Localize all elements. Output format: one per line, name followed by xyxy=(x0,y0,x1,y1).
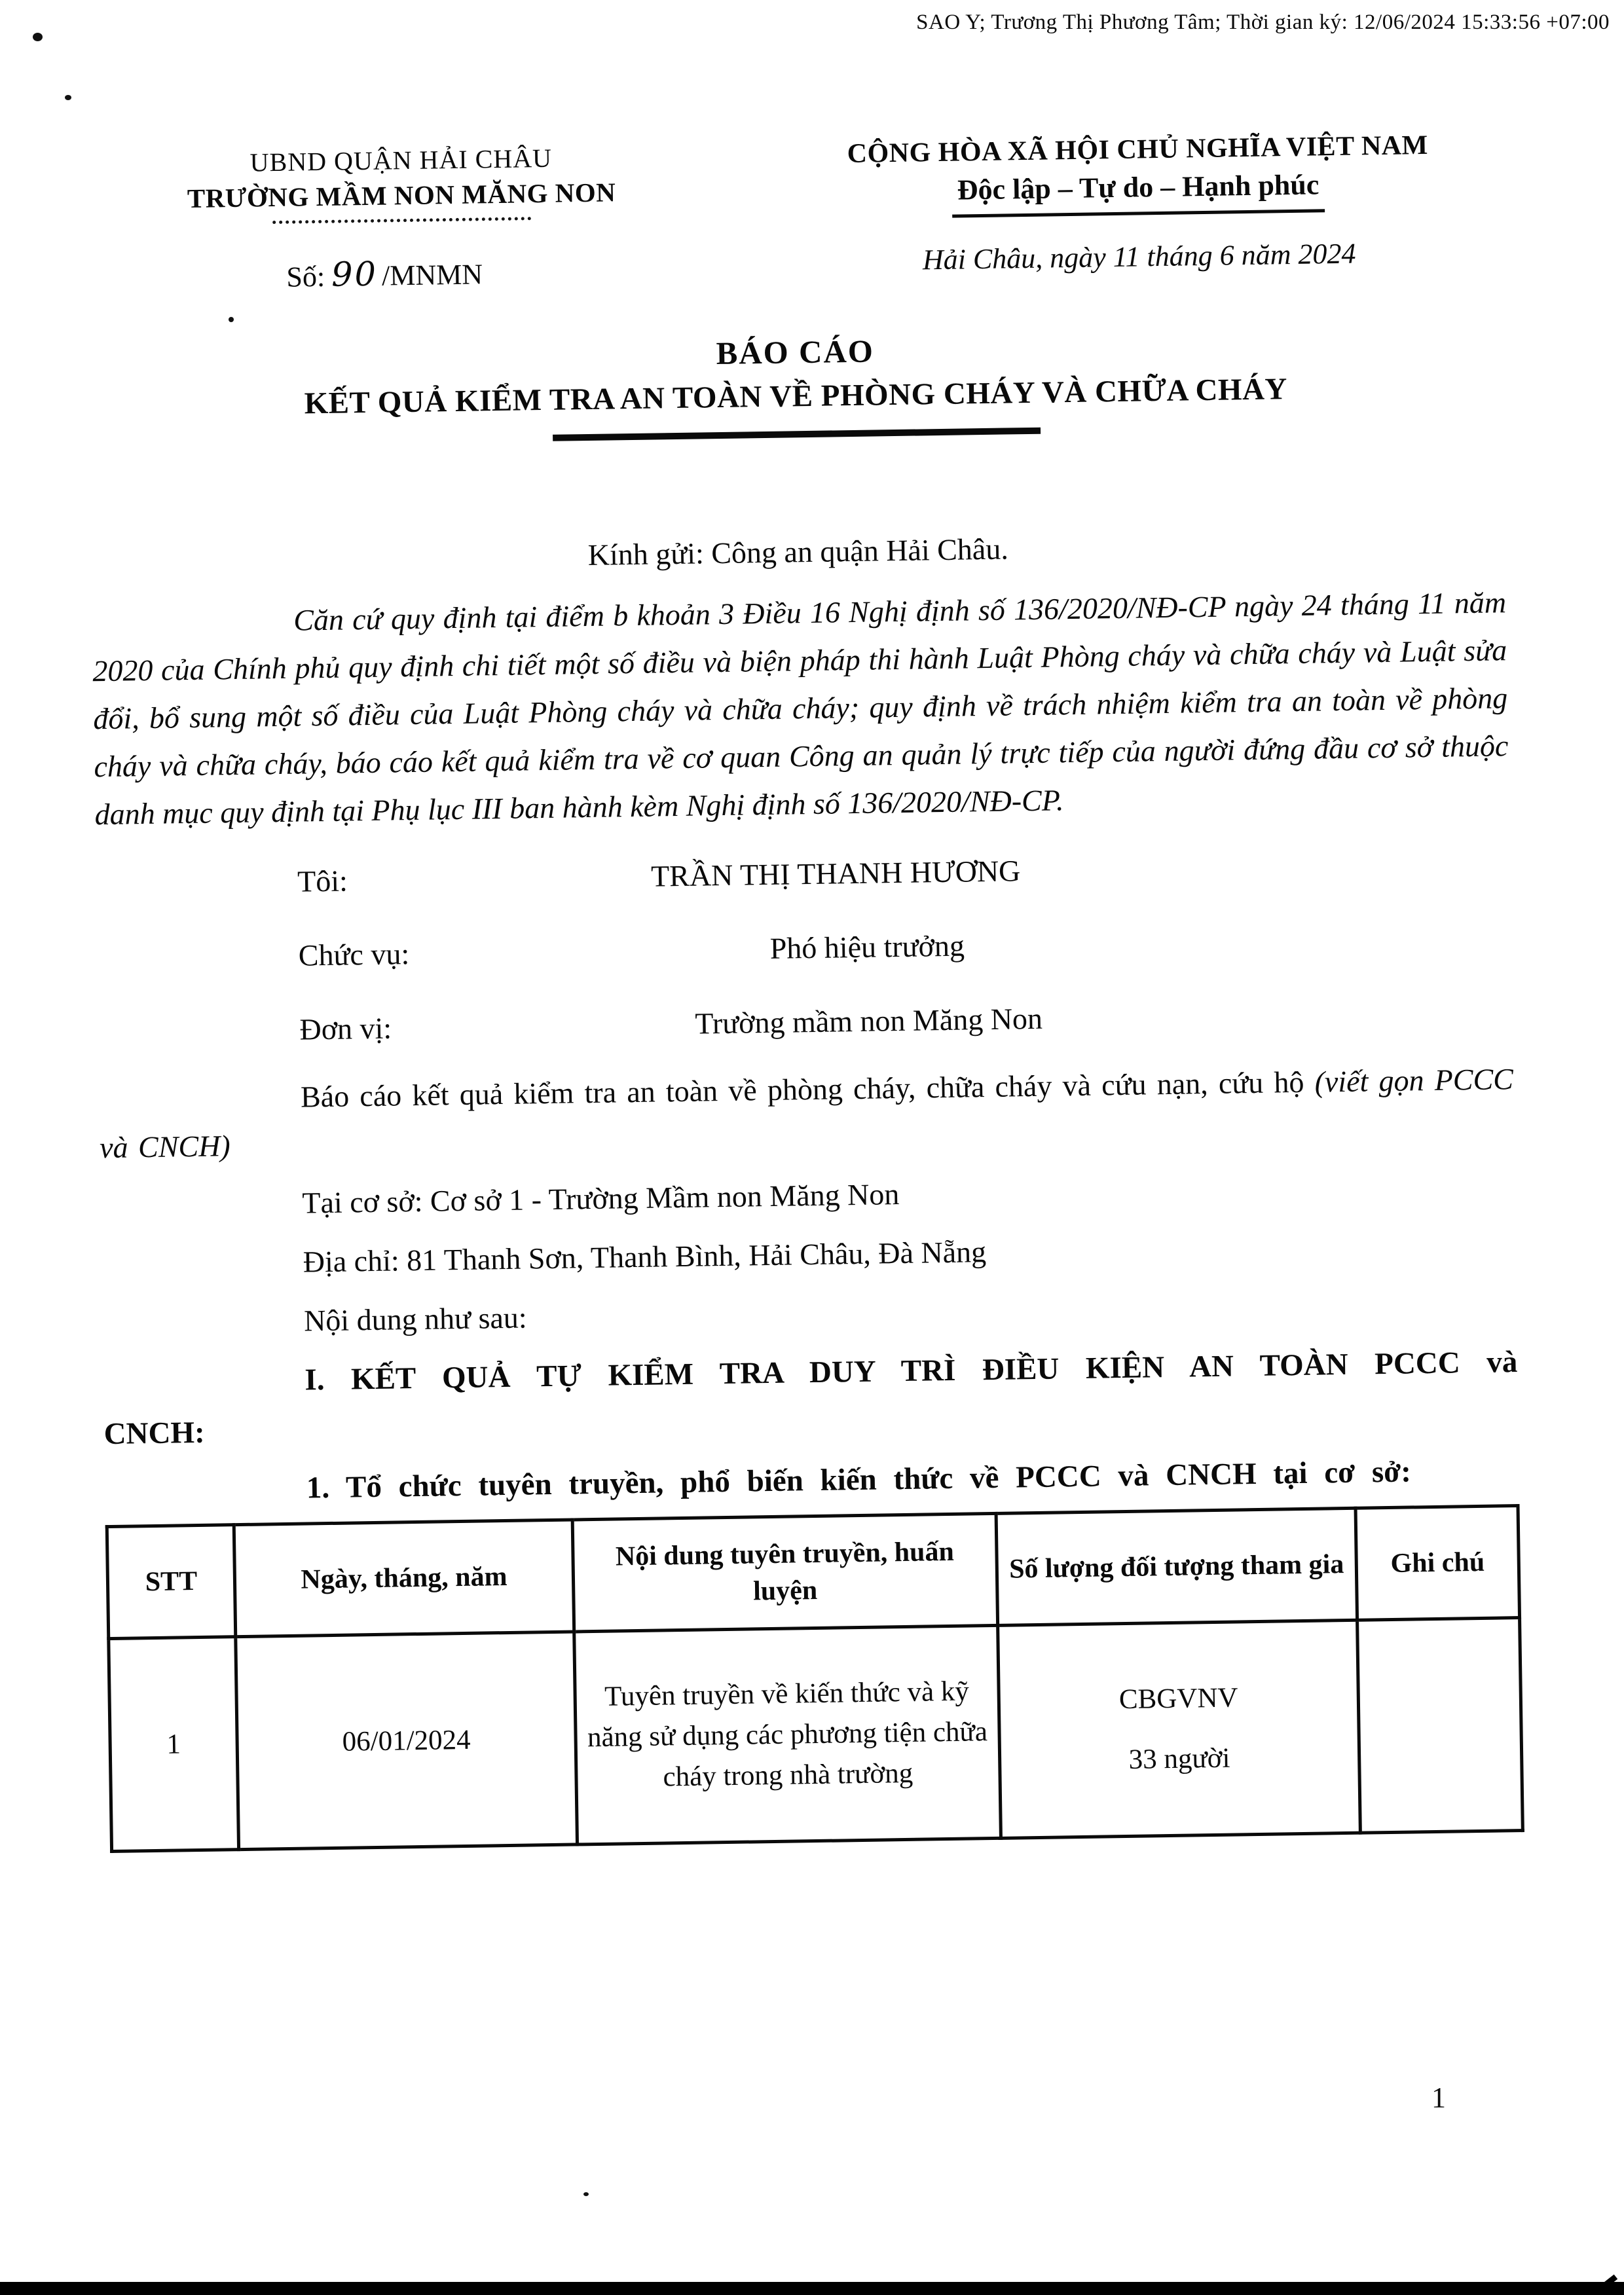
document-number xyxy=(86,250,719,298)
reporter-unit-value: Trường mầm non Măng Non xyxy=(695,1001,1043,1040)
section-1-subheading: 1. Tổ chức tuyên truyền, phổ biến kiến thức về PCCC và CNCH tại cơ sở: xyxy=(306,1454,1412,1505)
title-underline-rule xyxy=(553,428,1041,441)
reporter-info xyxy=(95,828,1513,1071)
cell-notes xyxy=(1357,1618,1523,1833)
recipient-line: Kính gửi: Công an quận Hải Châu. xyxy=(587,532,1009,572)
doc-number-label: Số: xyxy=(286,260,325,293)
table-header-row xyxy=(107,1506,1519,1639)
national-title: CỘNG HÒA XÃ HỘI CHỦ NGHĨA VIỆT NAM xyxy=(847,130,1429,170)
cell-stt: 1 xyxy=(109,1637,239,1852)
legal-basis-paragraph: Căn cứ quy định tại điểm b khoản 3 Điều 16 Nghị định số 136/2020/NĐ-CP ngày 24 tháng 11 năm 2020 của Chính phủ quy định chi tiết một số điều và biện pháp thi hành Luật Phòng cháy và chữa cháy và Luật sửa đổi, bổ sung một số điều của Luật Phòng cháy và chữa cháy; quy định về trách nhiệm kiểm tra an toàn về phòng cháy và chữa cháy, báo cáo kết quả kiểm tra về cơ quan Công an quản lý trực tiếp của người đứng đầu cơ sở thuộc danh mục quy định tại Phụ lục III ban hành kèm Nghị định số 136/2020/NĐ-CP. xyxy=(92,585,1509,832)
document-title xyxy=(88,323,1504,448)
doc-number-handwritten-value: 90 xyxy=(331,255,378,295)
scan-speck xyxy=(229,317,234,322)
reporter-unit-label: Đơn vị: xyxy=(299,1011,392,1046)
training-activities-table xyxy=(105,1504,1524,1853)
digital-signature-stamp: SAO Y; Trương Thị Phương Tâm; Thời gian ký: 12/06/2024 15:33:56 +07:00 xyxy=(916,10,1610,34)
table-row xyxy=(109,1618,1523,1852)
national-motto-block xyxy=(775,128,1501,287)
cell-date: 06/01/2024 xyxy=(236,1632,578,1850)
doc-number-suffix: /MNMN xyxy=(381,258,483,292)
table-header-notes: Ghi chú xyxy=(1356,1506,1519,1621)
issuing-org-block xyxy=(85,140,719,298)
content-intro-line: Nội dung như sau: xyxy=(303,1300,527,1338)
scan-speck xyxy=(65,95,71,100)
report-intro-normal: Báo cáo kết quả kiểm tra an toàn về phòng cháy, chữa cháy và cứu nạn, cứu hộ xyxy=(300,1065,1315,1114)
table-header-participants: Số lượng đối tượng tham gia xyxy=(996,1508,1357,1625)
table-header-content: Nội dung tuyên truyền, huấn luyện xyxy=(572,1513,997,1632)
report-intro-paragraph xyxy=(99,1055,1515,1171)
scan-speck xyxy=(33,33,43,41)
scan-edge-bar xyxy=(0,2282,1624,2295)
org-parent-name: UBND QUẬN HẢI CHÂU xyxy=(249,143,553,177)
cell-content: Tuyên truyền về kiến thức và kỹ năng sử dụng các phương tiện chữa cháy trong nhà trường xyxy=(574,1625,1001,1845)
title-line-1: BÁO CÁO xyxy=(716,333,875,372)
reporter-name-label: Tôi: xyxy=(297,864,348,898)
national-motto: Độc lập – Tự do – Hạnh phúc xyxy=(951,168,1324,217)
place-dateline: Hải Châu, ngày 11 tháng 6 năm 2024 xyxy=(922,237,1356,276)
org-underline-rule xyxy=(272,217,531,224)
page-number: 1 xyxy=(1431,2082,1446,2114)
reporter-position-value: Phó hiệu trưởng xyxy=(769,928,965,965)
report-intro-italic: (viết gọn PCCC và CNCH) xyxy=(99,1062,1514,1165)
org-name: TRƯỜNG MẦM NON MĂNG NON xyxy=(187,177,616,214)
document-header xyxy=(85,128,1502,298)
reporter-name-value: TRẦN THỊ THANH HƯƠNG xyxy=(650,854,1021,893)
reporter-position-label: Chức vụ: xyxy=(298,937,410,972)
table-header-stt: STT xyxy=(107,1525,235,1639)
facility-line: Tại cơ sở: Cơ sở 1 - Trường Mầm non Măng Non xyxy=(302,1177,900,1220)
section-1-heading: I. KẾT QUẢ TỰ KIỂM TRA DUY TRÌ ĐIỀU KIỆN AN TOÀN PCCC và CNCH: xyxy=(103,1345,1518,1452)
title-line-2: KẾT QUẢ KIỂM TRA AN TOÀN VỀ PHÒNG CHÁY VÀ CHỮA CHÁY xyxy=(304,372,1288,421)
table-header-date: Ngày, tháng, năm xyxy=(234,1520,574,1637)
scan-speck xyxy=(583,2192,589,2196)
address-line: Địa chỉ: 81 Thanh Sơn, Thanh Bình, Hải Châu, Đà Nẵng xyxy=(303,1235,987,1279)
cell-participants: CBGVNV 33 người xyxy=(997,1620,1360,1838)
